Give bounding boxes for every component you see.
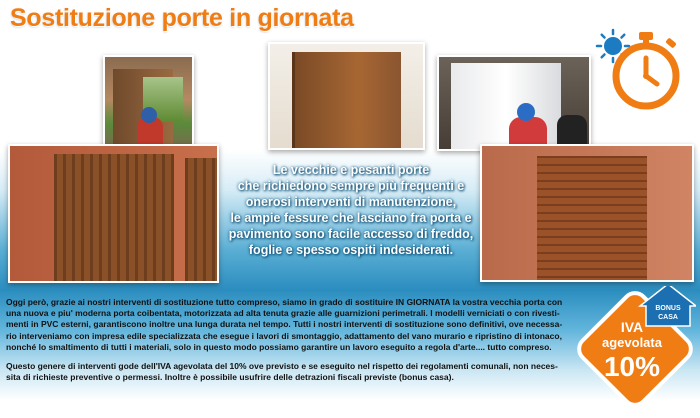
badge-agevolata-label: agevolata <box>602 335 662 350</box>
iva-agevolata-badge <box>572 286 696 410</box>
paragraph-1-line: menti in PVC esterni, garantiscono inoltre una lunga durata nel tempo. Tutti i nostri interventi di sostituzione sono definitivi, ove necessa- <box>6 319 563 330</box>
bonus-casa-line1: BONUS <box>655 305 681 312</box>
paragraph-1-line: Oggi però, grazie ai nostri interventi di sostituzione tutto compreso, siamo in grado di sostituire IN GIORNATA la vostra vecchia porta con <box>6 297 563 307</box>
stopwatch-icon <box>593 26 685 112</box>
page-title: Sostituzione porte in giornata <box>10 4 354 32</box>
photo-brown-door <box>268 42 425 150</box>
intro-overlay-text <box>210 162 492 258</box>
photo-new-garage-door <box>480 144 694 282</box>
overlay-line: che richiedono sempre più frequenti e <box>237 179 465 193</box>
paragraph-1-line: rio interveniamo con impresa edile specializzata che esegue i lavori di smontaggio, adattamento del vano murario e ripristino di intonaco, <box>6 330 562 341</box>
photo-workers-installing <box>437 55 591 151</box>
photo-door-installer <box>103 55 194 154</box>
bonus-casa-line2: CASA <box>658 314 678 321</box>
paragraph-2-line: Questo genere di interventi gode dell'IVA agevolata del 10% ove previsto e se eseguito nel rispetto dei regolamenti comunali, non neces- <box>6 361 558 372</box>
paragraph-1-line: nonché lo smaltimento di tutti i materiali, solo in questo modo possiamo garantire un lavoro eseguito a regola d'arte.... tutto compreso. <box>6 341 552 352</box>
badge-percent: 10% <box>603 351 661 382</box>
overlay-line: le ampie fessure che lasciano fra porta e <box>230 211 472 225</box>
overlay-line: Le vecchie e pesanti porte <box>272 163 430 177</box>
overlay-line: onerosi interventi di manutenzione, <box>245 195 457 209</box>
overlay-line: foglie e spesso ospiti indesiderati. <box>248 243 454 257</box>
overlay-line: pavimento sono facile accesso di freddo, <box>228 227 474 241</box>
badge-iva-label: IVA <box>620 319 644 335</box>
description-text <box>6 297 572 383</box>
photo-wood-garage-door <box>8 144 219 283</box>
paragraph-1-line: una nuova e piu' moderna porta coibentata, motorizzata ad alta tenuta grazie alle guarnizioni perimetrali. I modelli verniciati o con rivesti- <box>6 308 560 319</box>
paragraph-2-line: sita di richieste preventive o permessi. Inoltre è possibile usufrire delle detrazioni fiscali previste (bonus casa). <box>6 372 454 383</box>
